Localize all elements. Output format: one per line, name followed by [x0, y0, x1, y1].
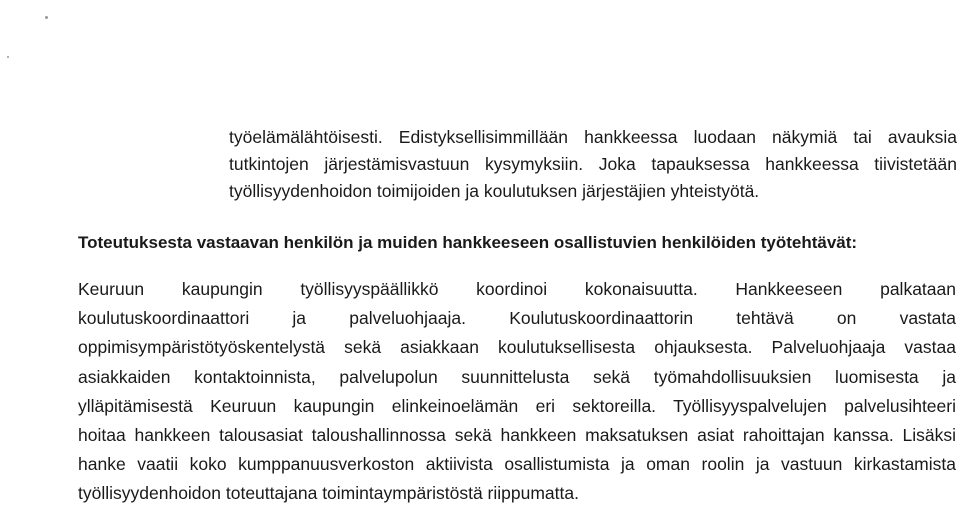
text-line: oppimisympäristötyöskentelystä sekä asiakkaan koulutuksellisesta ohjauksesta. Palveluohjaaja vastaa — [78, 337, 956, 358]
text-line: asiakkaiden kontaktoinnista, palvelupolun suunnittelusta sekä työmahdollisuuksien luomisesta ja — [78, 366, 956, 387]
text-line: tutkintojen järjestämisvastuun kysymyksiin. Joka tapauksessa hankkeessa tiivistetään — [229, 154, 957, 174]
text-line: Keuruun kaupungin työllisyyspäällikkö koordinoi kokonaisuutta. Hankkeeseen palkataan — [78, 279, 956, 299]
text-line: työllisyydenhoidon toteuttajana toimintaympäristöstä riippumatta. — [78, 483, 579, 504]
text-line: työllisyydenhoidon toimijoiden ja koulutuksen järjestäjien yhteistyötä. — [229, 181, 760, 201]
intro-paragraph — [229, 124, 957, 205]
text-line: työelämälähtöisesti. Edistyksellisimmillään hankkeessa luodaan näkymiä tai avauksia — [229, 127, 957, 147]
text-line: koulutuskoordinaattori ja palveluohjaaja. Koulutuskoordinaattorin tehtävä on vastata — [78, 308, 956, 329]
scan-speck — [45, 16, 48, 19]
section-heading: Toteutuksesta vastaavan henkilön ja muiden hankkeeseen osallistuvien henkilöiden työtehtävät: — [78, 233, 858, 252]
scan-speck — [7, 56, 9, 58]
text-line: hoitaa hankkeen talousasiat taloushallinnossa sekä hankkeen maksatuksen asiat rahoittajan kanssa. Lisäksi — [78, 425, 956, 446]
body-paragraph — [78, 275, 956, 509]
text-line: ylläpitämisestä Keuruun kaupungin elinkeinoelämän eri sektoreilla. Työllisyyspalvelujen palvelusihteeri — [78, 395, 956, 416]
text-line: hanke vaatii koko kumppanuusverkoston aktiivista osallistumista ja oman roolin ja vastuun kirkastamista — [78, 454, 956, 475]
